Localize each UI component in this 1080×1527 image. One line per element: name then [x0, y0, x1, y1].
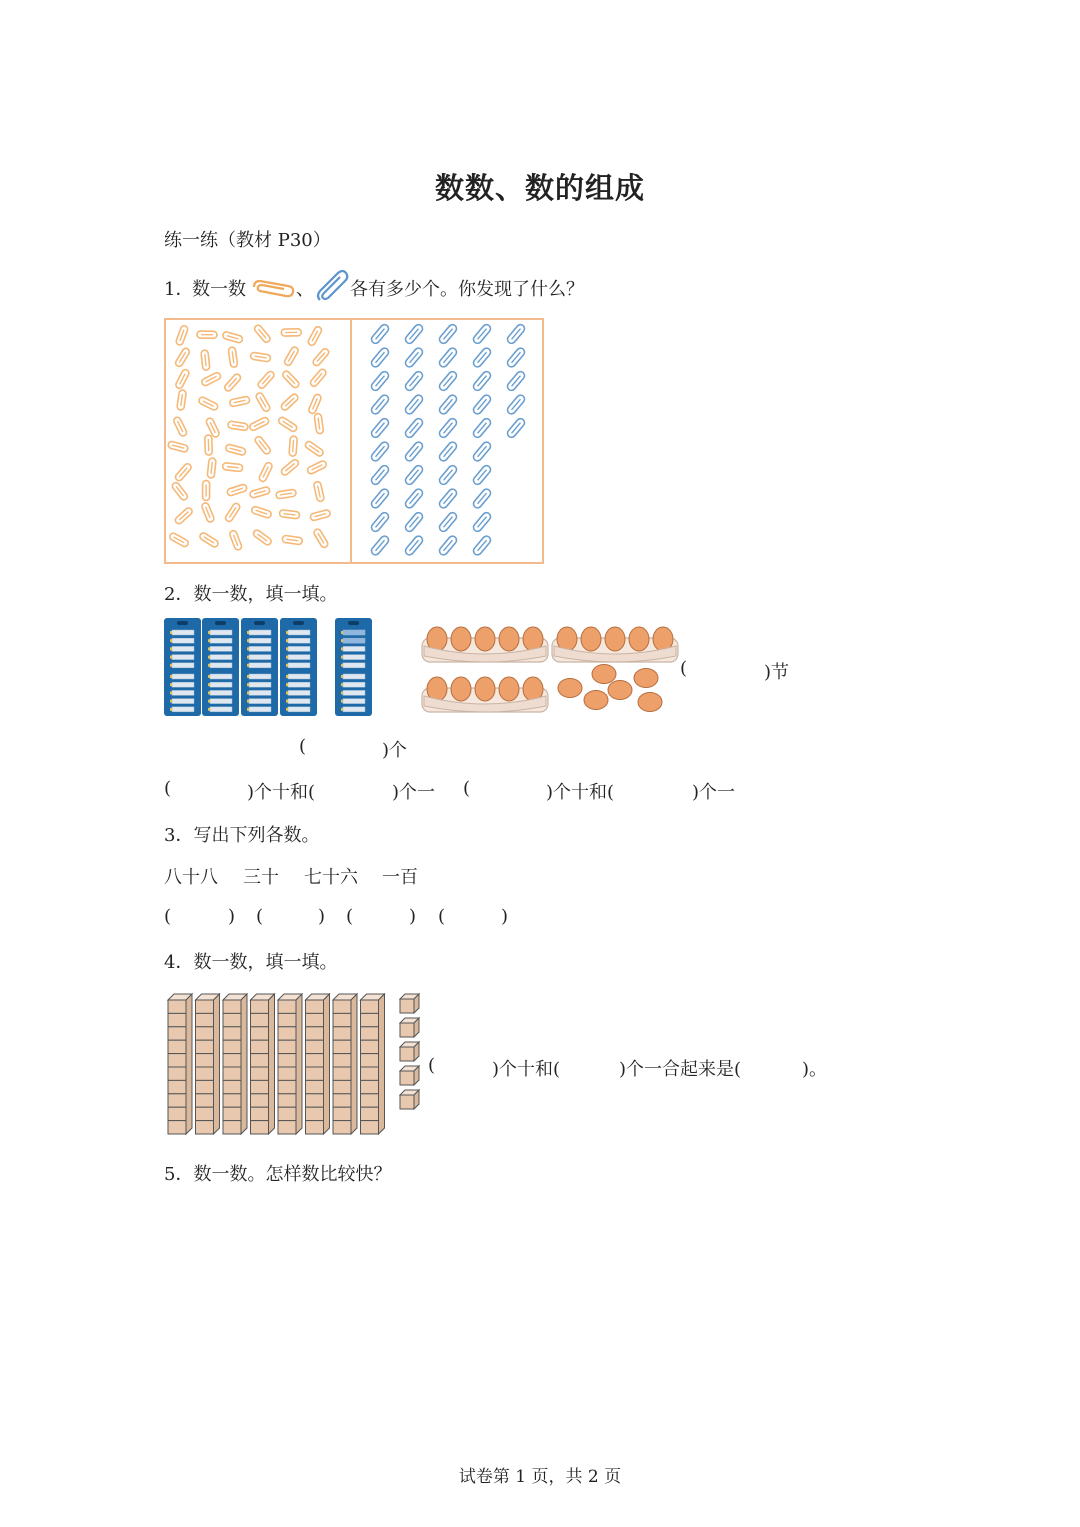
unit-cube-icon	[400, 1066, 419, 1085]
question-1-number: 1．	[164, 279, 194, 300]
paperclip-box	[164, 318, 544, 564]
unit-cube-icon	[400, 1042, 419, 1061]
q2-answer-2[interactable]: )个十和(	[247, 782, 316, 803]
question-4-title: 4．数一数，填一填。	[164, 952, 338, 973]
egg-tray-icon	[422, 677, 548, 712]
q2-answer-3: )个一	[392, 782, 436, 803]
question-1-text-after: 各有多少个。你发现了什么？	[350, 279, 584, 300]
blue-paperclip-icon	[314, 269, 350, 305]
battery-pack-icon	[164, 618, 201, 716]
ten-rod-icon	[196, 994, 220, 1134]
q3-blank-4-close: )	[501, 906, 509, 927]
question-2-title: 2．数一数，填一填。	[164, 584, 338, 605]
ten-rod-icon	[251, 994, 275, 1134]
q3-word-4: 一百	[382, 867, 418, 888]
ten-rod-icon	[333, 994, 357, 1134]
unit-cube-icon	[400, 1018, 419, 1037]
q3-word-1: 八十八	[164, 867, 218, 888]
battery-pack-icon	[280, 618, 317, 716]
egg-trays-group	[420, 620, 680, 720]
q4-answer-3[interactable]: )个一合起来是(	[619, 1059, 742, 1080]
q3-blank-2-open[interactable]: (	[256, 906, 264, 927]
base-ten-blocks	[164, 990, 424, 1140]
ten-rod-icon	[306, 994, 330, 1134]
battery-pack-icon	[335, 618, 372, 716]
egg-tray-icon	[552, 627, 678, 662]
q3-blank-4-open[interactable]: (	[438, 906, 446, 927]
q3-word-2: 三十	[243, 867, 279, 888]
q3-blank-1-open[interactable]: (	[164, 906, 172, 927]
q3-blank-3-open[interactable]: (	[346, 906, 354, 927]
q3-blank-3-close: )	[409, 906, 417, 927]
egg-unit: )个	[382, 740, 408, 761]
page-footer: 试卷第 1 页，共 2 页	[458, 1467, 622, 1487]
question-1-text-before: 数一数	[192, 279, 246, 300]
ten-rod-icon	[361, 994, 385, 1134]
q2-answer-4[interactable]: (	[463, 778, 471, 799]
loose-egg-icon	[592, 665, 616, 684]
battery-pack-icon	[241, 618, 278, 716]
q3-word-3: 七十六	[304, 867, 358, 888]
loose-egg-icon	[558, 679, 582, 698]
loose-egg-icon	[584, 691, 608, 710]
q2-answer-6: )个一	[692, 782, 736, 803]
loose-egg-icon	[638, 693, 662, 712]
ten-rod-icon	[223, 994, 247, 1134]
q2-answer-5[interactable]: )个十和(	[546, 782, 615, 803]
page-title: 数数、数的组成	[434, 171, 645, 205]
question-5-title: 5．数一数。怎样数比较快？	[164, 1164, 392, 1185]
ten-rod-icon	[168, 994, 192, 1134]
q4-answer-1[interactable]: (	[428, 1055, 436, 1076]
loose-egg-icon	[608, 681, 632, 700]
question-3-title: 3．写出下列各数。	[164, 825, 320, 846]
q4-answer-4: )。	[802, 1059, 828, 1080]
battery-unit: )节	[764, 662, 790, 683]
egg-tray-icon	[422, 627, 548, 662]
ten-rod-icon	[278, 994, 302, 1134]
q3-blank-1-close: )	[228, 906, 236, 927]
battery-group	[164, 618, 376, 718]
section-heading: 练一练（教材 P30）	[164, 230, 331, 251]
q4-answer-2[interactable]: )个十和(	[492, 1059, 561, 1080]
egg-blank-open[interactable]: (	[299, 736, 307, 757]
q3-blank-2-close: )	[318, 906, 326, 927]
unit-cube-icon	[400, 994, 419, 1013]
battery-blank-open[interactable]: (	[680, 658, 688, 679]
question-1-separator: 、	[296, 279, 314, 300]
orange-paperclip-icon	[250, 278, 296, 298]
q2-answer-1[interactable]: (	[164, 778, 172, 799]
battery-pack-icon	[202, 618, 239, 716]
unit-cube-icon	[400, 1090, 419, 1109]
loose-egg-icon	[634, 669, 658, 688]
